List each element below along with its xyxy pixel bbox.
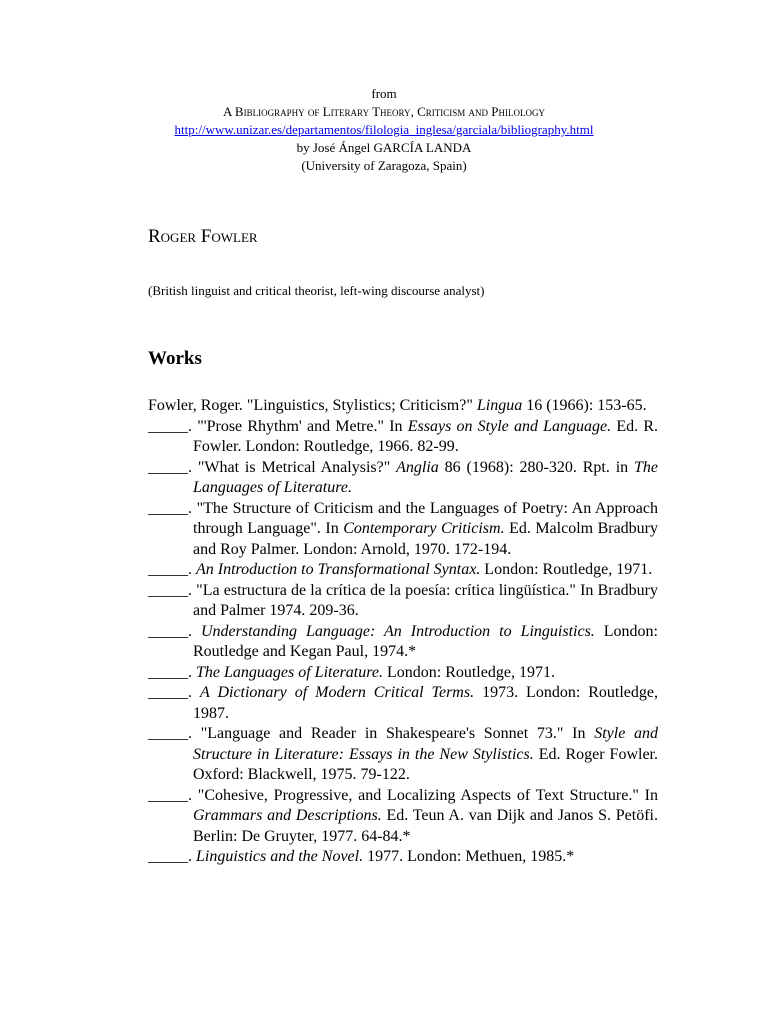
- bibliography-entry: _____. A Dictionary of Modern Critical Terms. 1973. London: Routledge, 1987.: [148, 684, 659, 722]
- bibliography-title: A Bibliography of Literary Theory, Criticism and Philology: [223, 104, 545, 119]
- works-heading: Works: [148, 348, 202, 369]
- bibliography-entry: _____. "The Structure of Criticism and the Languages of Poetry: An Approach through Language". In Contemporary Criticism. Ed. Malcolm Bradbury and Roy Palmer. London: Arnold, 1970. 172-194.: [148, 499, 659, 558]
- works-list: [148, 396, 658, 868]
- author-description: (British linguist and critical theorist, left-wing discourse analyst): [148, 283, 485, 298]
- header-affiliation: (University of Zaragoza, Spain): [301, 158, 467, 173]
- header-byline: by José Ángel GARCÍA LANDA: [296, 140, 472, 155]
- bibliography-link[interactable]: http://www.unizar.es/departamentos/filologia_inglesa/garciala/bibliography.html: [174, 122, 594, 137]
- bibliography-entry: _____. Linguistics and the Novel. 1977. London: Methuen, 1985.*: [148, 848, 575, 865]
- author-name: Roger Fowler: [148, 226, 258, 247]
- bibliography-entry: _____. "Cohesive, Progressive, and Localizing Aspects of Text Structure." In Grammars and Descriptions. Ed. Teun A. van Dijk and Janos S. Petöfi. Berlin: De Gruyter, 1977. 64-84.*: [148, 786, 659, 845]
- bibliography-entry: _____. The Languages of Literature. London: Routledge, 1971.: [148, 663, 555, 681]
- bibliography-entry: _____. "Language and Reader in Shakespeare's Sonnet 73." In Style and Structure in Literature: Essays in the New Stylistics. Ed. Roger Fowler. Oxford: Blackwell, 1975. 79-122.: [148, 725, 659, 783]
- bibliography-entry: _____. "What is Metrical Analysis?" Anglia 86 (1968): 280-320. Rpt. in The Languages of Literature.: [148, 458, 659, 496]
- bibliography-entry: _____. An Introduction to Transformational Syntax. London: Routledge, 1971.: [148, 561, 653, 578]
- header-from: from: [371, 86, 397, 101]
- bibliography-entry: Fowler, Roger. "Linguistics, Stylistics; Criticism?" Lingua 16 (1966): 153-65.: [148, 397, 647, 414]
- bibliography-entry: _____. "'Prose Rhythm' and Metre." In Essays on Style and Language. Ed. R. Fowler. London: Routledge, 1966. 82-99.: [148, 417, 658, 455]
- bibliography-entry: _____. Understanding Language: An Introduction to Linguistics. London: Routledge and Kegan Paul, 1974.*: [148, 622, 658, 660]
- bibliography-entry: _____. "La estructura de la crítica de la poesía: crítica lingüística." In Bradbury and Palmer 1974. 209-36.: [148, 581, 658, 619]
- document-header: [0, 85, 768, 175]
